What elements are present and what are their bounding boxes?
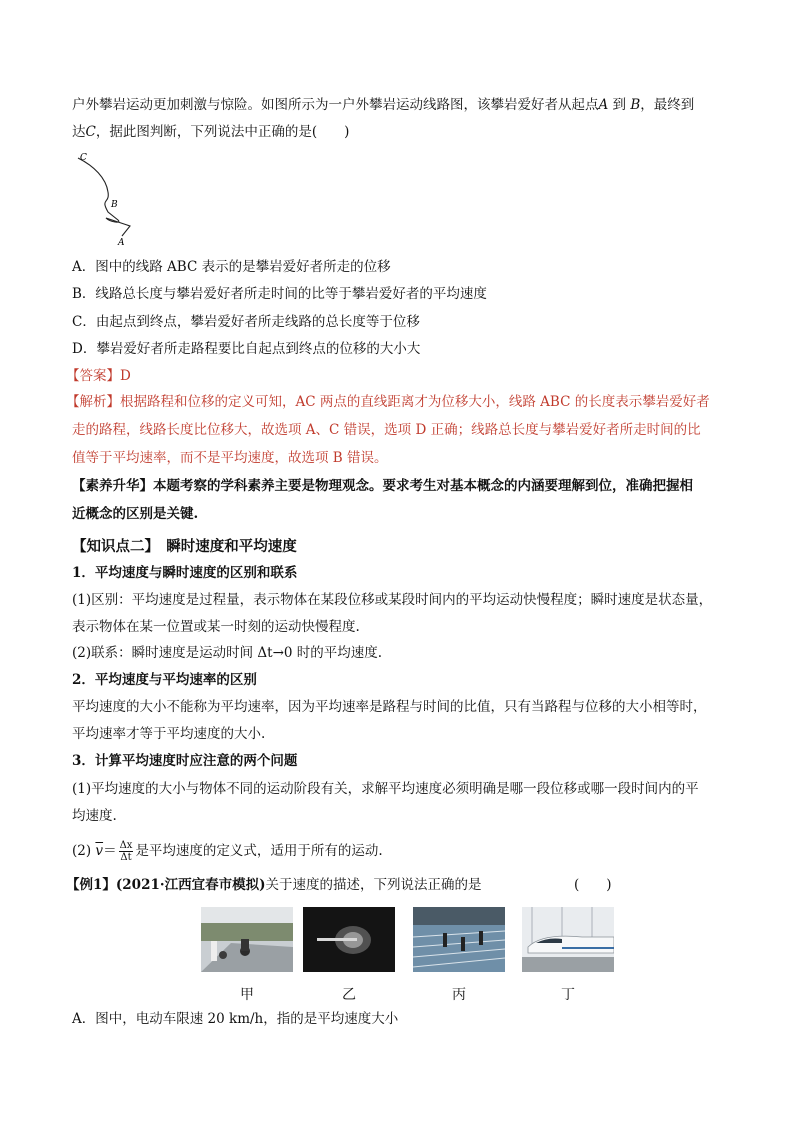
question-line-1: 户外攀岩运动更加刺激与惊险。如图所示为一户外攀岩运动线路图，该攀岩爱好者从起点A 到 B，最终到 — [72, 97, 695, 113]
section-3-formula-line: (2) $\overline{v}=$ $\frac{\Delta x}{\Delta t}$ 是平均速度的定义式，适用于所有的运动. — [72, 840, 383, 863]
section-1-p1-line-1: (1)区别：平均速度是过程量，表示物体在某段位移或某段时间内的平均运动快慢程度；瞬时速度是状态量， — [72, 592, 713, 608]
route-path — [78, 158, 130, 236]
scooter-road-photo — [201, 907, 293, 972]
caption-jia: 甲 — [240, 987, 254, 1003]
option-c: C．由起点到终点，攀岩爱好者所走线路的总长度等于位移 — [72, 314, 420, 330]
analysis-line-2: 走的路程，线路长度比位移大，故选项 A、C 错误，选项 D 正确；线路总长度与攀岩爱好者所走时间的比 — [72, 422, 701, 438]
analysis-line-3: 值等于平均速率，而不是平均速度，故选项 B 错误。 — [72, 450, 388, 466]
option-b: B．线路总长度与攀岩爱好者所走时间的比等于攀岩爱好者的平均速度 — [72, 286, 487, 302]
section-1-p2: (2)联系：瞬时速度是运动时间 Δt→0 时的平均速度. — [72, 645, 383, 661]
section-2-line-2: 平均速率才等于平均速度的大小. — [72, 726, 266, 742]
section-3-title: 3．计算平均速度时应注意的两个问题 — [72, 753, 298, 769]
example-answer-blank: ( ) — [574, 877, 612, 893]
option-a: A．图中的线路 ABC 表示的是攀岩爱好者所走的位移 — [72, 259, 391, 275]
section-2-line-1: 平均速度的大小不能称为平均速率，因为平均速率是路程与时间的比值，只有当路程与位移的大小相等时， — [72, 699, 707, 715]
caption-yi: 乙 — [342, 987, 356, 1003]
answer-line: 【答案】D — [66, 368, 131, 384]
caption-bing: 丙 — [452, 987, 466, 1003]
section-1-title: 1．平均速度与瞬时速度的区别和联系 — [72, 565, 298, 581]
climbing-route-diagram — [70, 148, 150, 250]
route-label-a: A — [118, 238, 125, 248]
section-3-p1-line-1: (1)平均速度的大小与物体不同的运动阶段有关，求解平均速度必须明确是哪一段位移或哪一段时间内的平 — [72, 781, 699, 797]
literacy-line-1: 【素养升华】本题考察的学科素养主要是物理观念。要求考生对基本概念的内涵要理解到位，准确把握相 — [72, 478, 693, 494]
section-2-title: 2．平均速度与平均速率的区别 — [72, 672, 257, 688]
caption-ding: 丁 — [561, 987, 575, 1003]
knowledge-title: 【知识点二】 瞬时速度和平均速度 — [72, 538, 297, 555]
route-label-c: C — [80, 153, 87, 163]
velocity-fraction: $\frac{\Delta x}{\Delta t}$ — [119, 840, 133, 863]
option-d: D．攀岩爱好者所走路程要比自起点到终点的位移的大小大 — [72, 341, 421, 357]
sprinters-photo — [413, 907, 505, 972]
average-velocity-symbol: $\overline{v}$ — [95, 843, 104, 859]
literacy-line-2: 近概念的区别是关键. — [72, 506, 199, 522]
question-line-2: 达C，据此图判断，下列说法中正确的是( ) — [72, 124, 350, 140]
section-1-p1-line-2: 表示物体在某一位置或某一时刻的运动快慢程度. — [72, 619, 360, 635]
example-option-a: A．图中，电动车限速 20 km/h，指的是平均速度大小 — [72, 1011, 399, 1027]
route-label-b: B — [111, 200, 118, 210]
section-3-p1-line-2: 均速度. — [72, 808, 117, 824]
analysis-line-1: 【解析】根据路程和位移的定义可知，AC 两点的直线距离才为位移大小，线路 ABC 的长度表示攀岩爱好者 — [66, 394, 710, 410]
example-line: 【例1】(2021·江西宜春市模拟)关于速度的描述，下列说法正确的是 — [66, 877, 482, 893]
highspeed-train-photo — [522, 907, 614, 972]
bullet-photo — [303, 907, 395, 972]
